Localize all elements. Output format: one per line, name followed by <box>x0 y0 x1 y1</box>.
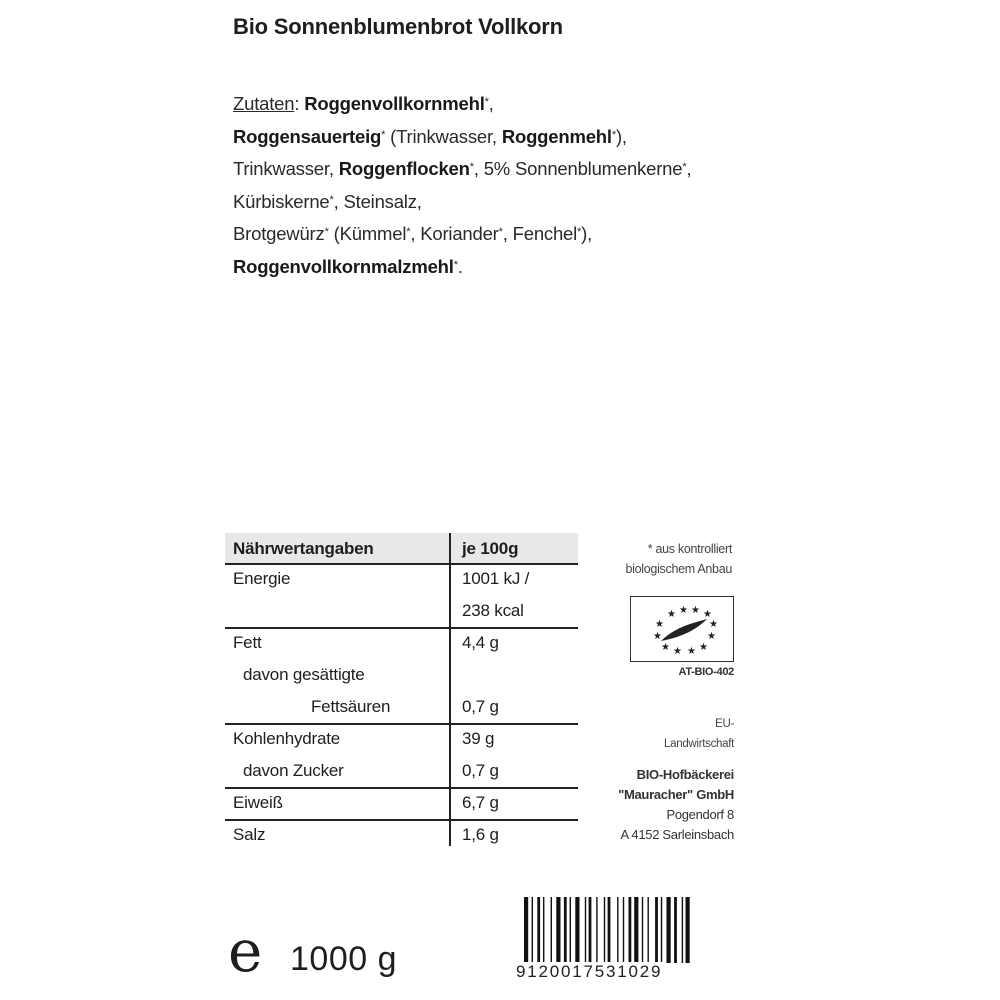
table-row <box>225 595 578 627</box>
nutrient-value: 1,6 g <box>462 825 499 844</box>
svg-text:★: ★ <box>709 619 718 630</box>
svg-text:★: ★ <box>691 605 700 616</box>
svg-text:★: ★ <box>679 605 688 616</box>
svg-text:★: ★ <box>673 646 682 657</box>
nutrient-label: Salz <box>233 825 266 844</box>
nutrient-value: 4,4 g <box>462 633 499 652</box>
nutrient-value: 0,7 g <box>462 697 499 716</box>
table-column-divider <box>449 533 451 846</box>
nutrition-header-row <box>225 533 578 563</box>
estimated-sign-icon: e <box>228 917 263 985</box>
svg-text:★: ★ <box>667 609 676 620</box>
svg-text:★: ★ <box>703 609 712 620</box>
ingredient: Roggenflocken <box>338 158 470 179</box>
ingredient: Trinkwasser <box>396 125 492 147</box>
ingredient: Steinsalz <box>343 190 417 212</box>
ingredient: Roggenvollkornmalzmehl <box>233 255 454 277</box>
ingredient: Kümmel <box>339 223 407 244</box>
nutrient-label: davon gesättigte <box>243 665 365 684</box>
table-row <box>225 659 578 691</box>
ingredient: Roggenmehl <box>501 125 612 147</box>
nutrient-value: 39 g <box>462 729 495 748</box>
nutrition-header-label: Nährwertangaben <box>233 539 374 558</box>
table-row <box>225 787 578 819</box>
nutrient-value: 6,7 g <box>462 793 499 812</box>
table-row <box>225 755 578 787</box>
nutrition-header-per: je 100g <box>462 539 519 558</box>
nutrient-label: Eiweiß <box>233 793 283 812</box>
table-row <box>225 691 578 723</box>
nutrient-value: 0,7 g <box>462 761 499 780</box>
svg-text:★: ★ <box>687 646 696 657</box>
svg-text:★: ★ <box>653 631 662 642</box>
nutrient-value: 1001 kJ / <box>462 569 530 588</box>
table-row <box>225 819 578 851</box>
ingredient: 5% Sonnenblumenkerne <box>483 158 683 179</box>
producer-street: Pogendorf 8 <box>666 807 734 822</box>
nutrient-label: Fettsäuren <box>311 697 391 716</box>
svg-text:★: ★ <box>707 631 716 642</box>
ingredient: Fenchel <box>512 223 578 244</box>
nutrient-label: davon Zucker <box>243 761 344 780</box>
ingredient: Roggenvollkornmehl <box>304 93 485 114</box>
table-row <box>225 627 578 659</box>
product-title: Bio Sonnenblumenbrot Vollkorn <box>233 14 563 39</box>
producer-name: BIO-Hofbäckerei <box>636 767 734 782</box>
nutrient-label: Energie <box>233 569 291 588</box>
table-row <box>225 563 578 595</box>
ingredient: Brotgewürz <box>233 223 325 244</box>
nutrition-table <box>225 533 578 851</box>
ingredients-list: Zutaten: Roggenvollkornmehl*, Roggensauerteig* (Trinkwasser, Roggenmehl*), Trinkwasser, Roggenflocken*, 5% Sonnenblumenkerne*, Kürbiskerne*, Steinsalz, Brotgewürz* (Kümmel*, Koriander*, Fenchel*), Roggenvollkornmalzmehl*. <box>233 93 692 277</box>
nutrient-value: 238 kcal <box>462 601 524 620</box>
producer-address <box>560 765 734 845</box>
net-weight: 1000 g <box>290 940 397 978</box>
eu-agriculture-note: EU- Landwirtschaft <box>664 718 734 750</box>
ingredient: Koriander <box>420 223 499 244</box>
ean-number: 9120017531029 <box>516 962 663 981</box>
table-row <box>225 723 578 755</box>
eu-organic-leaf-icon <box>631 597 732 660</box>
organic-cert-code: AT-BIO-402 <box>678 666 734 678</box>
organic-footnote: * aus kontrolliert biologischem Anbau <box>625 542 732 576</box>
nutrient-label: Fett <box>233 633 262 652</box>
producer-name: "Mauracher" GmbH <box>618 787 734 802</box>
producer-city: A 4152 Sarleinsbach <box>620 827 734 842</box>
svg-text:★: ★ <box>699 642 708 653</box>
svg-text:★: ★ <box>655 619 664 630</box>
ingredient: Kürbiskerne <box>233 190 330 212</box>
svg-text:★: ★ <box>661 642 670 653</box>
eu-organic-logo <box>630 596 734 662</box>
nutrient-label: Kohlenhydrate <box>233 729 341 748</box>
ingredient: Trinkwasser <box>233 158 329 179</box>
ingredients-label: Zutaten <box>233 93 295 114</box>
ingredient: Roggensauerteig <box>233 125 382 147</box>
